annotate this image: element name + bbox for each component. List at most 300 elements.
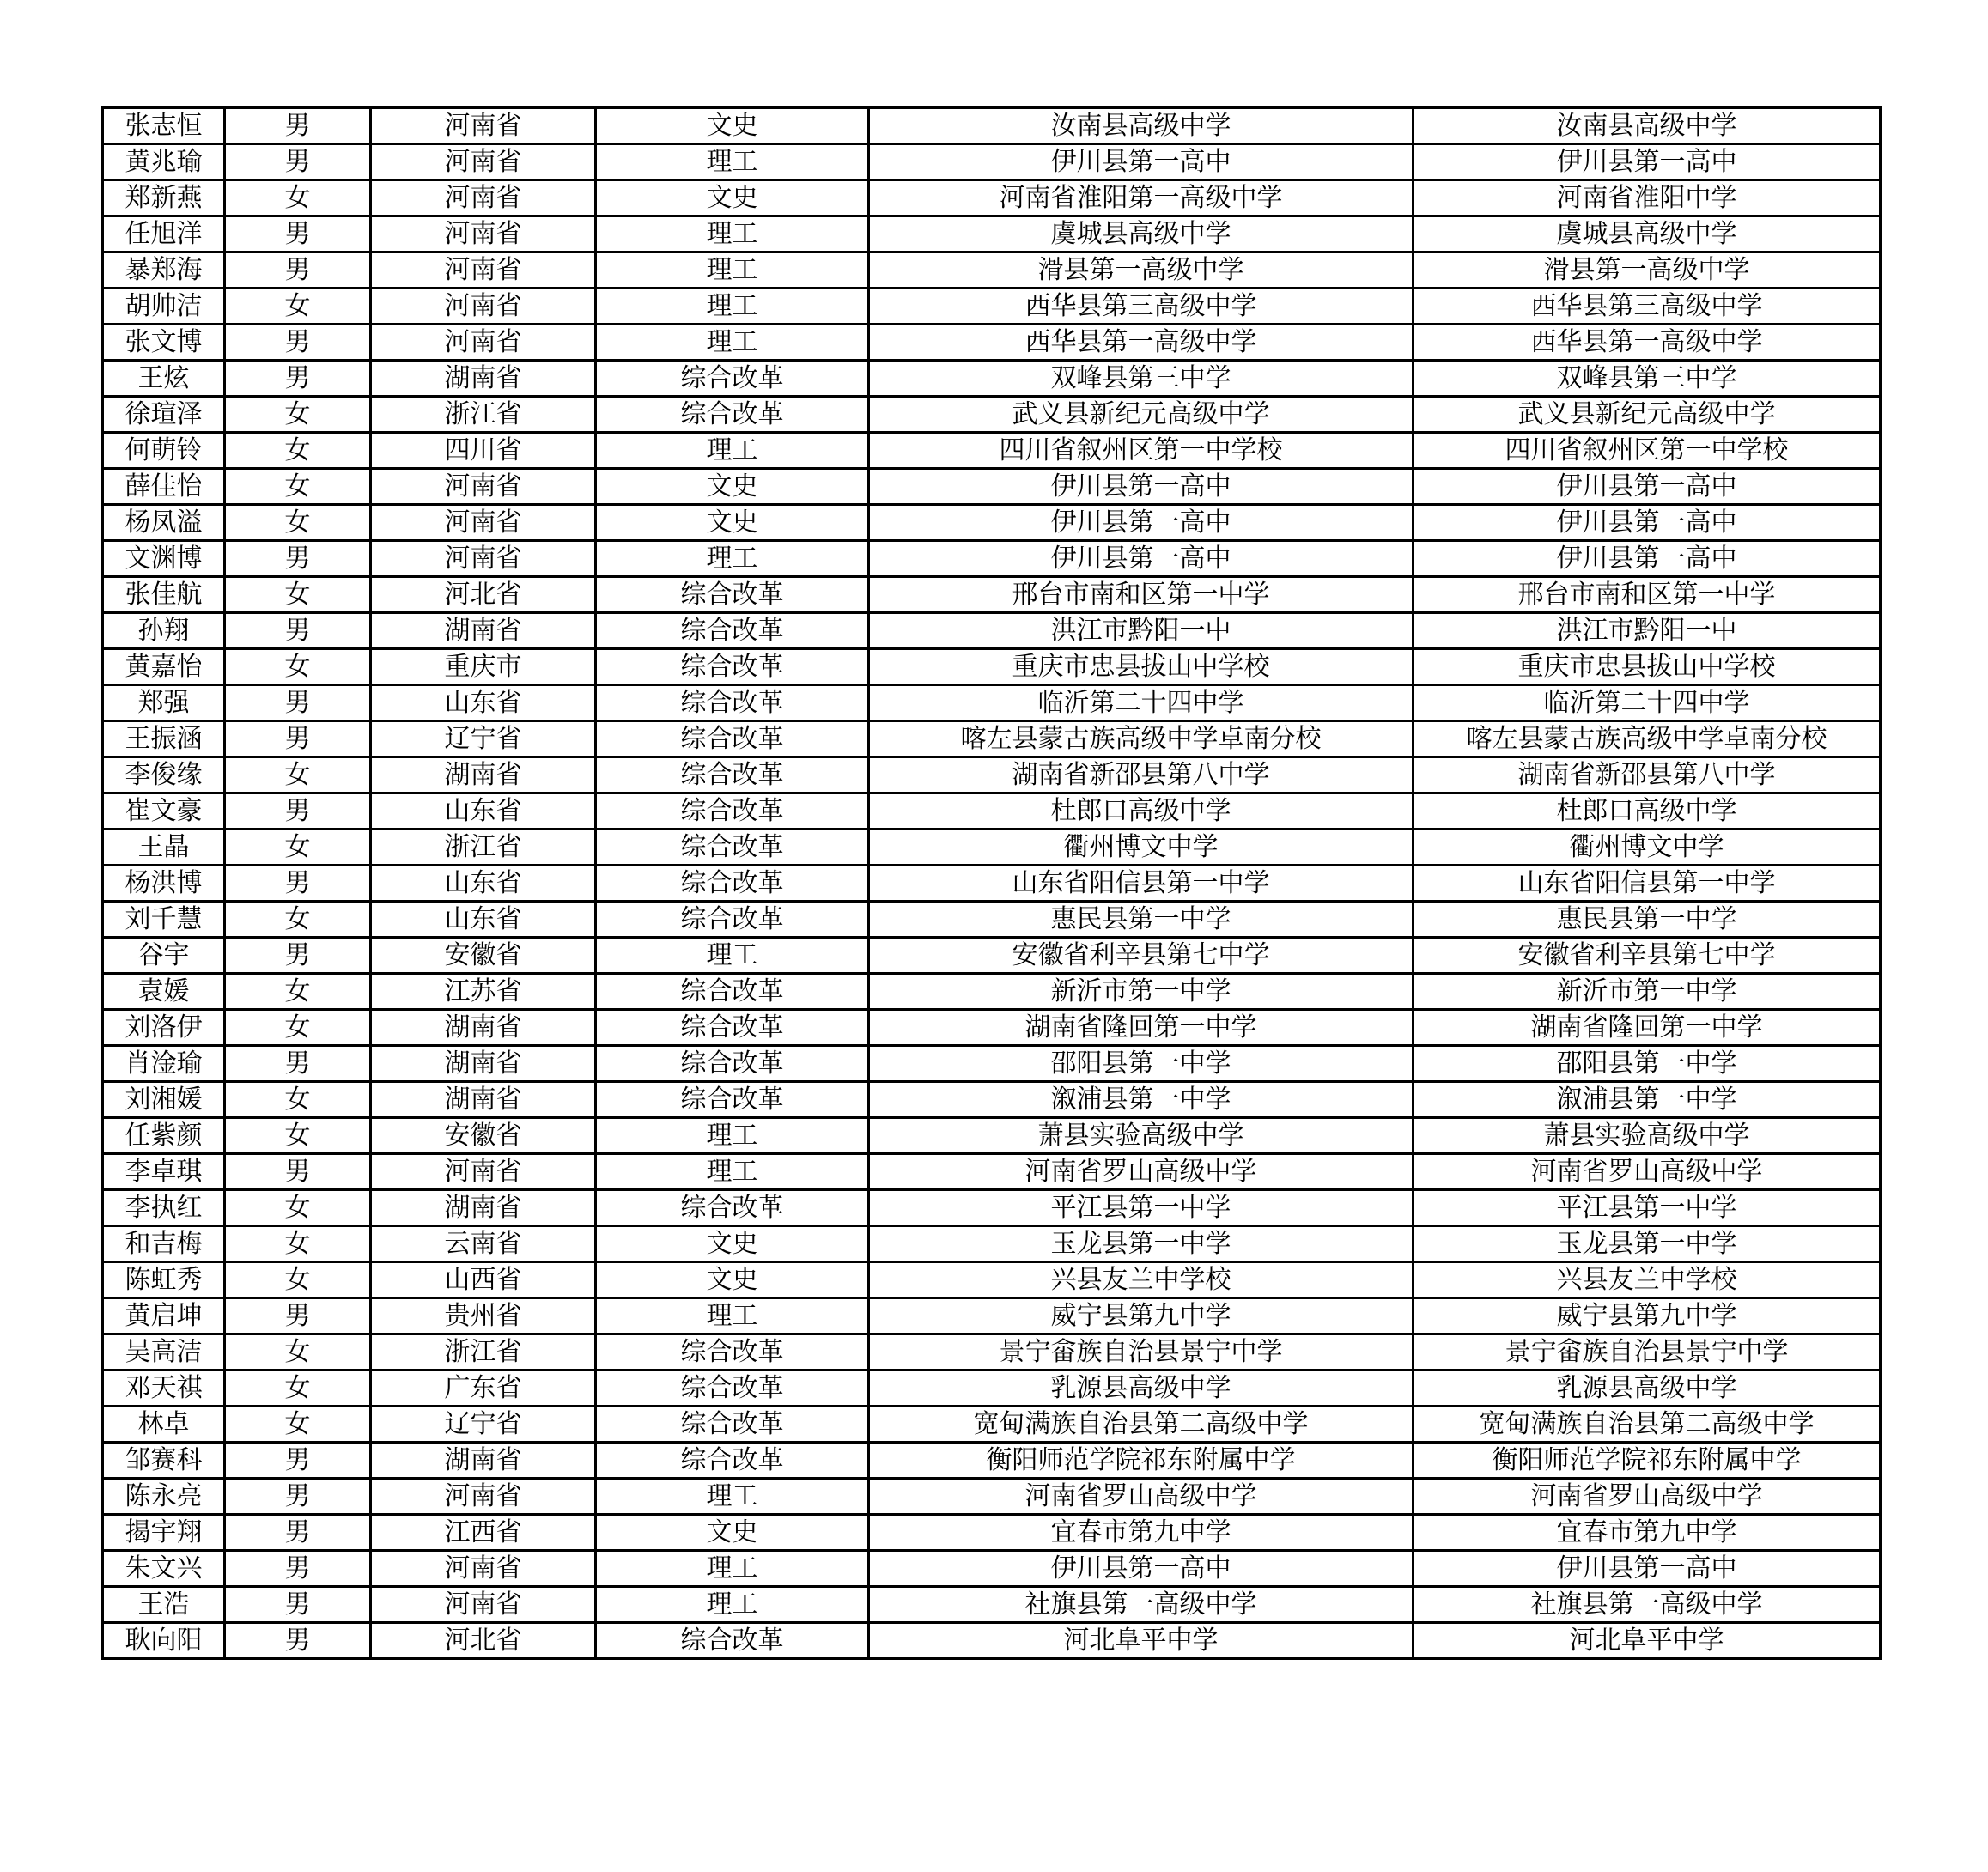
school-cell: 玉龙县第一中学 [869,1226,1413,1262]
graduation-school-cell: 乳源县高级中学 [1413,1371,1881,1407]
gender-cell: 男 [225,721,371,757]
name-cell: 杨凤溢 [103,505,225,541]
category-cell: 综合改革 [596,1010,869,1046]
table-row [103,721,1881,757]
school-cell: 宜春市第九中学 [869,1515,1413,1551]
category-cell: 文史 [596,1515,869,1551]
category-cell: 综合改革 [596,830,869,866]
category-cell: 文史 [596,1262,869,1298]
province-cell: 重庆市 [371,649,596,685]
gender-cell: 女 [225,433,371,469]
category-cell: 理工 [596,1298,869,1334]
table-row [103,1443,1881,1479]
gender-cell: 女 [225,1371,371,1407]
table-row [103,144,1881,180]
graduation-school-cell: 伊川县第一高中 [1413,144,1881,180]
student-table [101,106,1882,1660]
graduation-school-cell: 虞城县高级中学 [1413,216,1881,252]
school-cell: 平江县第一中学 [869,1190,1413,1226]
province-cell: 河南省 [371,505,596,541]
province-cell: 云南省 [371,1226,596,1262]
category-cell: 综合改革 [596,577,869,613]
category-cell: 综合改革 [596,1082,869,1118]
province-cell: 河北省 [371,577,596,613]
graduation-school-cell: 洪江市黔阳一中 [1413,613,1881,649]
graduation-school-cell: 兴县友兰中学校 [1413,1262,1881,1298]
school-cell: 宽甸满族自治县第二高级中学 [869,1407,1413,1443]
school-cell: 社旗县第一高级中学 [869,1587,1413,1623]
province-cell: 河南省 [371,1479,596,1515]
graduation-school-cell: 惠民县第一中学 [1413,902,1881,938]
table-row [103,541,1881,577]
category-cell: 理工 [596,938,869,974]
province-cell: 湖南省 [371,361,596,397]
table-row [103,1262,1881,1298]
table-row [103,757,1881,793]
category-cell: 理工 [596,541,869,577]
name-cell: 何萌铃 [103,433,225,469]
gender-cell: 女 [225,505,371,541]
gender-cell: 女 [225,1190,371,1226]
name-cell: 张志恒 [103,108,225,144]
province-cell: 湖南省 [371,1082,596,1118]
school-cell: 武义县新纪元高级中学 [869,397,1413,433]
graduation-school-cell: 萧县实验高级中学 [1413,1118,1881,1154]
gender-cell: 男 [225,938,371,974]
graduation-school-cell: 邢台市南和区第一中学 [1413,577,1881,613]
table-row [103,577,1881,613]
graduation-school-cell: 威宁县第九中学 [1413,1298,1881,1334]
school-cell: 河南省淮阳第一高级中学 [869,180,1413,216]
name-cell: 徐瑄泽 [103,397,225,433]
table-row [103,180,1881,216]
graduation-school-cell: 玉龙县第一中学 [1413,1226,1881,1262]
province-cell: 辽宁省 [371,1407,596,1443]
province-cell: 河北省 [371,1623,596,1659]
category-cell: 综合改革 [596,974,869,1010]
category-cell: 综合改革 [596,1190,869,1226]
table-row [103,1010,1881,1046]
school-cell: 西华县第一高级中学 [869,325,1413,361]
school-cell: 伊川县第一高中 [869,144,1413,180]
name-cell: 李卓琪 [103,1154,225,1190]
gender-cell: 男 [225,1479,371,1515]
graduation-school-cell: 滑县第一高级中学 [1413,252,1881,289]
school-cell: 河南省罗山高级中学 [869,1154,1413,1190]
table-row [103,289,1881,325]
table-body [103,108,1881,1659]
category-cell: 文史 [596,108,869,144]
name-cell: 杨洪博 [103,866,225,902]
category-cell: 综合改革 [596,1407,869,1443]
name-cell: 李执红 [103,1190,225,1226]
name-cell: 刘千慧 [103,902,225,938]
school-cell: 兴县友兰中学校 [869,1262,1413,1298]
name-cell: 黄嘉怡 [103,649,225,685]
table-row [103,1118,1881,1154]
category-cell: 综合改革 [596,866,869,902]
name-cell: 和吉梅 [103,1226,225,1262]
graduation-school-cell: 安徽省利辛县第七中学 [1413,938,1881,974]
gender-cell: 男 [225,108,371,144]
school-cell: 衡阳师范学院祁东附属中学 [869,1443,1413,1479]
name-cell: 林卓 [103,1407,225,1443]
gender-cell: 女 [225,902,371,938]
province-cell: 浙江省 [371,830,596,866]
gender-cell: 男 [225,685,371,721]
gender-cell: 男 [225,793,371,830]
province-cell: 安徽省 [371,938,596,974]
table-row [103,974,1881,1010]
school-cell: 山东省阳信县第一中学 [869,866,1413,902]
table-row [103,1334,1881,1371]
name-cell: 李俊缘 [103,757,225,793]
gender-cell: 女 [225,830,371,866]
province-cell: 浙江省 [371,1334,596,1371]
school-cell: 伊川县第一高中 [869,1551,1413,1587]
gender-cell: 男 [225,1046,371,1082]
table-row [103,1154,1881,1190]
gender-cell: 男 [225,1298,371,1334]
province-cell: 河南省 [371,1551,596,1587]
name-cell: 崔文豪 [103,793,225,830]
province-cell: 河南省 [371,289,596,325]
graduation-school-cell: 邵阳县第一中学 [1413,1046,1881,1082]
province-cell: 河南省 [371,108,596,144]
gender-cell: 男 [225,613,371,649]
province-cell: 山东省 [371,793,596,830]
category-cell: 理工 [596,144,869,180]
province-cell: 浙江省 [371,397,596,433]
gender-cell: 女 [225,1334,371,1371]
graduation-school-cell: 喀左县蒙古族高级中学卓南分校 [1413,721,1881,757]
gender-cell: 女 [225,1407,371,1443]
name-cell: 袁媛 [103,974,225,1010]
graduation-school-cell: 河南省罗山高级中学 [1413,1479,1881,1515]
gender-cell: 男 [225,1154,371,1190]
category-cell: 理工 [596,325,869,361]
name-cell: 张佳航 [103,577,225,613]
school-cell: 临沂第二十四中学 [869,685,1413,721]
school-cell: 河北阜平中学 [869,1623,1413,1659]
gender-cell: 男 [225,541,371,577]
province-cell: 山东省 [371,866,596,902]
graduation-school-cell: 平江县第一中学 [1413,1190,1881,1226]
name-cell: 胡帅洁 [103,289,225,325]
category-cell: 综合改革 [596,1371,869,1407]
gender-cell: 女 [225,757,371,793]
gender-cell: 女 [225,1118,371,1154]
name-cell: 郑新燕 [103,180,225,216]
school-cell: 河南省罗山高级中学 [869,1479,1413,1515]
gender-cell: 女 [225,1082,371,1118]
category-cell: 综合改革 [596,793,869,830]
graduation-school-cell: 溆浦县第一中学 [1413,1082,1881,1118]
category-cell: 理工 [596,1479,869,1515]
name-cell: 薛佳怡 [103,469,225,505]
province-cell: 河南省 [371,216,596,252]
province-cell: 山西省 [371,1262,596,1298]
school-cell: 汝南县高级中学 [869,108,1413,144]
graduation-school-cell: 西华县第三高级中学 [1413,289,1881,325]
graduation-school-cell: 河南省淮阳中学 [1413,180,1881,216]
graduation-school-cell: 景宁畲族自治县景宁中学 [1413,1334,1881,1371]
table-row [103,1551,1881,1587]
table-row [103,361,1881,397]
name-cell: 王晶 [103,830,225,866]
province-cell: 江西省 [371,1515,596,1551]
graduation-school-cell: 湖南省隆回第一中学 [1413,1010,1881,1046]
category-cell: 理工 [596,216,869,252]
gender-cell: 男 [225,866,371,902]
province-cell: 山东省 [371,685,596,721]
school-cell: 伊川县第一高中 [869,469,1413,505]
category-cell: 理工 [596,1551,869,1587]
category-cell: 综合改革 [596,685,869,721]
name-cell: 王炫 [103,361,225,397]
school-cell: 威宁县第九中学 [869,1298,1413,1334]
table-row [103,793,1881,830]
table-row [103,397,1881,433]
province-cell: 山东省 [371,902,596,938]
graduation-school-cell: 伊川县第一高中 [1413,505,1881,541]
province-cell: 河南省 [371,325,596,361]
table-row [103,252,1881,289]
school-cell: 洪江市黔阳一中 [869,613,1413,649]
school-cell: 萧县实验高级中学 [869,1118,1413,1154]
table-row [103,433,1881,469]
gender-cell: 女 [225,397,371,433]
name-cell: 黄兆瑜 [103,144,225,180]
category-cell: 综合改革 [596,1623,869,1659]
graduation-school-cell: 武义县新纪元高级中学 [1413,397,1881,433]
school-cell: 乳源县高级中学 [869,1371,1413,1407]
graduation-school-cell: 社旗县第一高级中学 [1413,1587,1881,1623]
school-cell: 伊川县第一高中 [869,505,1413,541]
table-row [103,1190,1881,1226]
name-cell: 孙翔 [103,613,225,649]
category-cell: 综合改革 [596,721,869,757]
name-cell: 暴郑海 [103,252,225,289]
gender-cell: 男 [225,1623,371,1659]
name-cell: 郑强 [103,685,225,721]
gender-cell: 女 [225,1262,371,1298]
school-cell: 邢台市南和区第一中学 [869,577,1413,613]
graduation-school-cell: 伊川县第一高中 [1413,469,1881,505]
gender-cell: 男 [225,216,371,252]
name-cell: 黄启坤 [103,1298,225,1334]
school-cell: 湖南省隆回第一中学 [869,1010,1413,1046]
category-cell: 理工 [596,1154,869,1190]
school-cell: 新沂市第一中学 [869,974,1413,1010]
school-cell: 西华县第三高级中学 [869,289,1413,325]
table-row [103,1623,1881,1659]
province-cell: 江苏省 [371,974,596,1010]
school-cell: 惠民县第一中学 [869,902,1413,938]
province-cell: 贵州省 [371,1298,596,1334]
table-row [103,1226,1881,1262]
province-cell: 辽宁省 [371,721,596,757]
graduation-school-cell: 河南省罗山高级中学 [1413,1154,1881,1190]
category-cell: 综合改革 [596,649,869,685]
table-row [103,1479,1881,1515]
graduation-school-cell: 河北阜平中学 [1413,1623,1881,1659]
graduation-school-cell: 双峰县第三中学 [1413,361,1881,397]
table-row [103,649,1881,685]
school-cell: 衢州博文中学 [869,830,1413,866]
province-cell: 河南省 [371,144,596,180]
graduation-school-cell: 四川省叙州区第一中学校 [1413,433,1881,469]
gender-cell: 女 [225,289,371,325]
name-cell: 刘湘媛 [103,1082,225,1118]
graduation-school-cell: 重庆市忠县拔山中学校 [1413,649,1881,685]
table-row [103,216,1881,252]
school-cell: 邵阳县第一中学 [869,1046,1413,1082]
table-row [103,108,1881,144]
table-row [103,902,1881,938]
province-cell: 河南省 [371,469,596,505]
table-row [103,1371,1881,1407]
graduation-school-cell: 衢州博文中学 [1413,830,1881,866]
category-cell: 综合改革 [596,361,869,397]
category-cell: 理工 [596,1587,869,1623]
category-cell: 文史 [596,505,869,541]
name-cell: 王振涵 [103,721,225,757]
province-cell: 湖南省 [371,1046,596,1082]
gender-cell: 女 [225,1226,371,1262]
category-cell: 理工 [596,1118,869,1154]
gender-cell: 男 [225,1443,371,1479]
gender-cell: 男 [225,1515,371,1551]
school-cell: 溆浦县第一中学 [869,1082,1413,1118]
gender-cell: 女 [225,1010,371,1046]
province-cell: 河南省 [371,1154,596,1190]
school-cell: 伊川县第一高中 [869,541,1413,577]
school-cell: 景宁畲族自治县景宁中学 [869,1334,1413,1371]
category-cell: 文史 [596,1226,869,1262]
province-cell: 广东省 [371,1371,596,1407]
table-row [103,1046,1881,1082]
table-row [103,1407,1881,1443]
table-row [103,325,1881,361]
name-cell: 谷宇 [103,938,225,974]
province-cell: 湖南省 [371,613,596,649]
table-row [103,1587,1881,1623]
graduation-school-cell: 临沂第二十四中学 [1413,685,1881,721]
name-cell: 任旭洋 [103,216,225,252]
category-cell: 理工 [596,252,869,289]
table-row [103,938,1881,974]
graduation-school-cell: 山东省阳信县第一中学 [1413,866,1881,902]
name-cell: 陈虹秀 [103,1262,225,1298]
province-cell: 湖南省 [371,1190,596,1226]
gender-cell: 男 [225,361,371,397]
category-cell: 文史 [596,180,869,216]
graduation-school-cell: 衡阳师范学院祁东附属中学 [1413,1443,1881,1479]
province-cell: 湖南省 [371,757,596,793]
province-cell: 河南省 [371,1587,596,1623]
province-cell: 湖南省 [371,1443,596,1479]
graduation-school-cell: 西华县第一高级中学 [1413,325,1881,361]
province-cell: 河南省 [371,541,596,577]
category-cell: 综合改革 [596,613,869,649]
province-cell: 河南省 [371,180,596,216]
category-cell: 综合改革 [596,1334,869,1371]
gender-cell: 女 [225,577,371,613]
category-cell: 综合改革 [596,1046,869,1082]
graduation-school-cell: 新沂市第一中学 [1413,974,1881,1010]
table-row [103,685,1881,721]
name-cell: 刘洛伊 [103,1010,225,1046]
school-cell: 双峰县第三中学 [869,361,1413,397]
graduation-school-cell: 伊川县第一高中 [1413,541,1881,577]
province-cell: 四川省 [371,433,596,469]
table-row [103,830,1881,866]
graduation-school-cell: 杜郎口高级中学 [1413,793,1881,830]
gender-cell: 女 [225,469,371,505]
name-cell: 陈永亮 [103,1479,225,1515]
table-row [103,1515,1881,1551]
name-cell: 邓天祺 [103,1371,225,1407]
table-row [103,866,1881,902]
gender-cell: 女 [225,180,371,216]
gender-cell: 男 [225,1551,371,1587]
gender-cell: 男 [225,144,371,180]
table-row [103,469,1881,505]
table-row [103,1082,1881,1118]
category-cell: 综合改革 [596,1443,869,1479]
category-cell: 理工 [596,289,869,325]
school-cell: 杜郎口高级中学 [869,793,1413,830]
table-row [103,613,1881,649]
school-cell: 四川省叙州区第一中学校 [869,433,1413,469]
name-cell: 吴高洁 [103,1334,225,1371]
name-cell: 王浩 [103,1587,225,1623]
province-cell: 安徽省 [371,1118,596,1154]
school-cell: 湖南省新邵县第八中学 [869,757,1413,793]
category-cell: 综合改革 [596,757,869,793]
name-cell: 任紫颜 [103,1118,225,1154]
school-cell: 安徽省利辛县第七中学 [869,938,1413,974]
province-cell: 河南省 [371,252,596,289]
school-cell: 喀左县蒙古族高级中学卓南分校 [869,721,1413,757]
school-cell: 滑县第一高级中学 [869,252,1413,289]
name-cell: 邹赛科 [103,1443,225,1479]
category-cell: 理工 [596,433,869,469]
graduation-school-cell: 伊川县第一高中 [1413,1551,1881,1587]
name-cell: 朱文兴 [103,1551,225,1587]
school-cell: 虞城县高级中学 [869,216,1413,252]
graduation-school-cell: 湖南省新邵县第八中学 [1413,757,1881,793]
school-cell: 重庆市忠县拔山中学校 [869,649,1413,685]
gender-cell: 男 [225,1587,371,1623]
gender-cell: 女 [225,649,371,685]
category-cell: 文史 [596,469,869,505]
name-cell: 揭宇翔 [103,1515,225,1551]
gender-cell: 男 [225,325,371,361]
graduation-school-cell: 宽甸满族自治县第二高级中学 [1413,1407,1881,1443]
name-cell: 文渊博 [103,541,225,577]
name-cell: 张文博 [103,325,225,361]
gender-cell: 女 [225,974,371,1010]
name-cell: 肖淦瑜 [103,1046,225,1082]
graduation-school-cell: 汝南县高级中学 [1413,108,1881,144]
table-row [103,1298,1881,1334]
gender-cell: 男 [225,252,371,289]
table-row [103,505,1881,541]
province-cell: 湖南省 [371,1010,596,1046]
name-cell: 耿向阳 [103,1623,225,1659]
